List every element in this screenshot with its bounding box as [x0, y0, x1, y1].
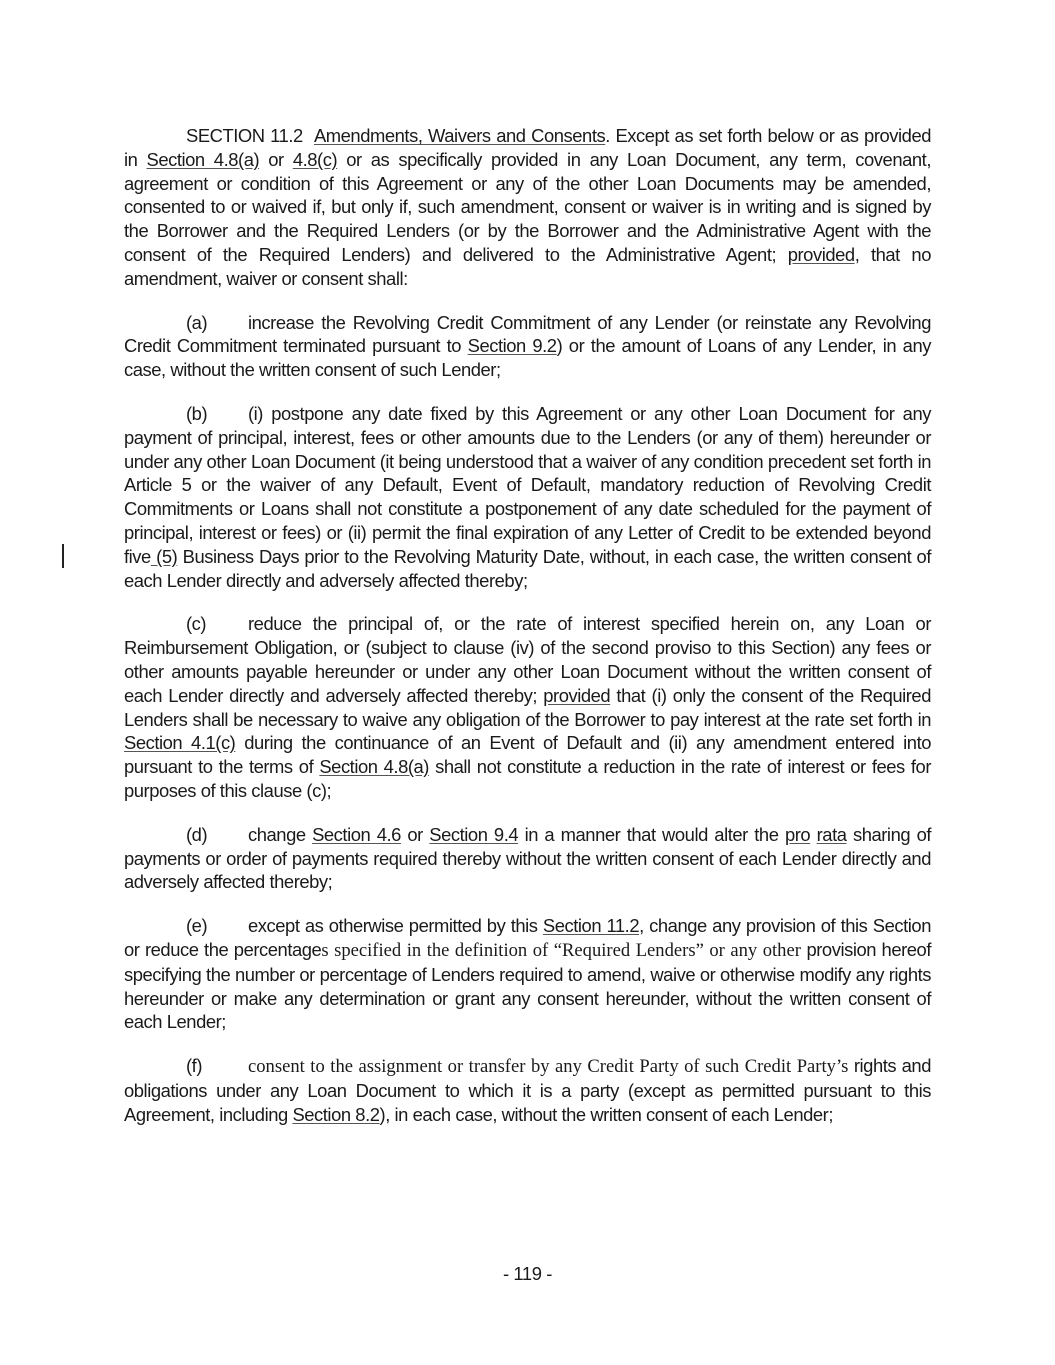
revision-change-bar: [62, 544, 64, 568]
clause-label: (d): [186, 823, 208, 845]
page-number: - 119 -: [503, 1263, 552, 1284]
clause-label: (f): [186, 1055, 203, 1077]
cross-reference-link[interactable]: Section 11.2: [542, 915, 640, 937]
serif-text-run: s specified in the definition of “Required Lenders” or any other: [321, 939, 801, 961]
cross-reference-link[interactable]: Section 9.4: [429, 823, 519, 845]
pro-term: pro: [784, 823, 811, 845]
rata-term: rata: [816, 823, 847, 845]
cross-reference-link[interactable]: Section 4.6: [312, 823, 401, 845]
clause-b: (b) (i) postpone any date fixed by this Agreement or any other Loan Document for any payment of principal, interest, fees or other amounts due to the Lenders (or any of them) hereunder or under any other Loan Document (it being understood that a waiver of any condition precedent set forth in Article 5 or the waiver of any Default, Event of Default, mandatory reduction of Revolving Credit Commitments or Loans shall not constitute a postponement of any date scheduled for the payment of principal, interest or fees) or (ii) permit the final expiration of any Letter of Credit to be extended beyond five (5) Business Days prior to the Revolving Maturity Date, without, in each case, the written consent of each Lender directly and adversely affected thereby;: [124, 402, 931, 591]
clause-label: (e): [186, 915, 208, 937]
provided-term: provided: [543, 684, 611, 706]
clause-f: (f) consent to the assignment or transfer by any Credit Party of such Credit Party’s rights and obligations under any Loan Document to which it is a party (except as permitted pursuant to this Agreement, including Section 8.2), in each case, without the written consent of each Lender;: [124, 1055, 931, 1125]
clause-label: (c): [186, 613, 207, 635]
clause-label: (b): [186, 402, 208, 424]
cross-reference-link[interactable]: Section 4.8(a): [146, 148, 260, 170]
cross-reference-link[interactable]: Section 4.1(c): [124, 732, 236, 754]
cross-reference-link[interactable]: 4.8(c): [292, 148, 338, 170]
section-intro-paragraph: SECTION 11.2 Amendments, Waivers and Consents. Except as set forth below or as provided in Section 4.8(a) or 4.8(c) or as specifically provided in any Loan Document, any term, covenant, agreement or condition of this Agreement or any of the other Loan Documents may be amended, consented to or waived if, but only if, such amendment, consent or waiver is in writing and is signed by the Borrower and the Required Lenders (or by the Borrower and the Administrative Agent with the consent of the Required Lenders) and delivered to the Administrative Agent; provided, that no amendment, waiver or consent shall:: [124, 125, 931, 289]
clause-c: (c) reduce the principal of, or the rate of interest specified herein on, any Loan or Reimbursement Obligation, or (subject to clause (iv) of the second proviso to this Section) any fees or other amounts payable hereunder or under any other Loan Document without the written consent of each Lender directly and adversely affected thereby; provided that (i) only the consent of the Required Lenders shall be necessary to waive any obligation of the Borrower to pay interest at the rate set forth in Section 4.1(c) during the continuance of an Event of Default and (ii) any amendment entered into pursuant to the terms of Section 4.8(a) shall not constitute a reduction in the rate of interest or fees for purposes of this clause (c);: [124, 613, 932, 801]
provided-term: provided: [787, 243, 855, 265]
clause-d: (d) change Section 4.6 or Section 9.4 in a manner that would alter the pro rata sharing of payments or order of payments required thereby without the written consent of each Lender directly and adversely affected thereby;: [124, 823, 932, 893]
document-page: [124, 124, 931, 1146]
cross-reference-link[interactable]: Section 9.2: [467, 335, 557, 357]
cross-reference-link[interactable]: Section 4.8(a): [319, 756, 429, 778]
inserted-text: (5): [150, 545, 178, 567]
clause-a: (a) increase the Revolving Credit Commitment of any Lender (or reinstate any Revolving Credit Commitment terminated pursuant to Section 9.2) or the amount of Loans of any Lender, in any case, without the written consent of such Lender;: [124, 311, 931, 381]
clause-e: (e) except as otherwise permitted by this Section 11.2, change any provision of this Section or reduce the percentages specified in the definition of “Required Lenders” or any other provision hereof specifying the number or percentage of Lenders required to amend, waive or otherwise modify any rights hereunder or make any determination or grant any consent hereunder, without the written consent of each Lender;: [124, 915, 931, 1033]
section-title: Amendments, Waivers and Consents: [313, 125, 606, 146]
section-number: SECTION 11.2: [186, 125, 303, 146]
serif-text-run: consent to the assignment or transfer by any Credit Party of such Credit Party’s: [248, 1056, 849, 1078]
cross-reference-link[interactable]: Section 8.2: [292, 1103, 380, 1125]
clause-label: (a): [186, 311, 208, 333]
